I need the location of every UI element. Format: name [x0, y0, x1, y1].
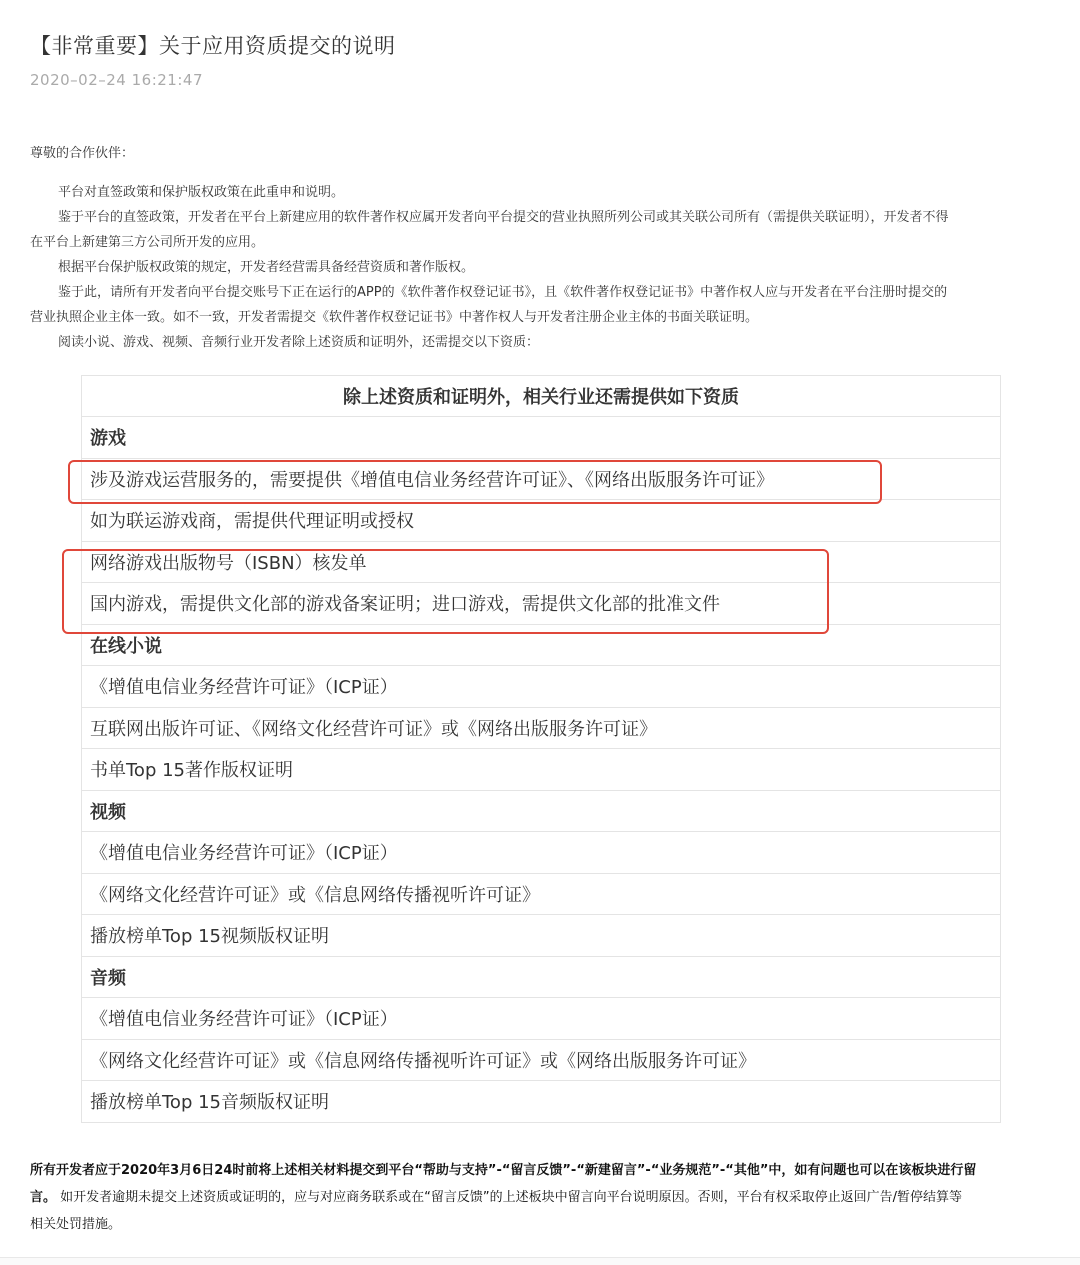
paragraph-text: 鉴于此，请所有开发者向平台提交账号下正在运行的APP的《软件著作权登记证书》，且《软件著作权登记证书》中著作权人应与开发者在平台注册时提交的 [58, 285, 948, 300]
paragraph-direct-sign [30, 205, 1050, 255]
notice-consequence-text-end: 相关处罚措施。 [30, 1217, 122, 1232]
table-row: 《增值电信业务经营许可证》（ICP证） [82, 832, 1001, 874]
table-row: 《网络文化经营许可证》或《信息网络传播视听许可证》 [82, 873, 1001, 915]
table-row: 《增值电信业务经营许可证》（ICP证） [82, 998, 1001, 1040]
paragraph-text: 平台对直签政策和保护版权政策在此重申和说明。 [58, 185, 345, 200]
greeting: 尊敬的合作伙伴： [30, 146, 135, 161]
notice-deadline-text-end: 言。 [30, 1190, 57, 1205]
table-row: 涉及游戏运营服务的，需要提供《增值电信业务经营许可证》、《网络出版服务许可证》 [82, 458, 1001, 500]
paragraph-reiterate [30, 180, 1050, 205]
publish-date: 2020–02–24 16:21:47 [30, 71, 203, 89]
table-row: 《网络文化经营许可证》或《信息网络传播视听许可证》或《网络出版服务许可证》 [82, 1039, 1001, 1081]
paragraph-text: 根据平台保护版权政策的规定，开发者经营需具备经营资质和著作版权。 [58, 260, 475, 275]
category-audio: 音频 [82, 956, 1001, 998]
paragraph-software-certificate [30, 280, 1050, 330]
paragraph-text: 营业执照企业主体一致。如不一致，开发者需提交《软件著作权登记证书》中著作权人与开发者注册企业主体的书面关联证明。 [30, 310, 759, 325]
notice-deadline-text: 所有开发者应于2020年3月6日24时前将上述相关材料提交到平台“帮助与支持”-“留言反馈”-“新建留言”-“业务规范”-“其他”中，如有问题也可以在该板块进行留 [30, 1163, 977, 1178]
paragraph-text: 鉴于平台的直签政策，开发者在平台上新建应用的软件著作权应属开发者向平台提交的营业执照所列公司或其关联公司所有（需提供关联证明），开发者不得 [58, 210, 949, 225]
category-novel: 在线小说 [82, 624, 1001, 666]
table-row: 播放榜单Top 15音频版权证明 [82, 1081, 1001, 1123]
category-video: 视频 [82, 790, 1001, 832]
table-row: 如为联运游戏商，需提供代理证明或授权 [82, 500, 1001, 542]
paragraph-copyright-policy [30, 255, 1050, 280]
highlight-box-operation-license [68, 460, 882, 504]
notice-consequence-text: 如开发者逾期未提交上述资质或证明的，应与对应商务联系或在“留言反馈”的上述板块中留言向平台说明原因。否则，平台有权采取停止返回广告/暂停结算等 [56, 1190, 962, 1205]
table-row: 国内游戏，需提供文化部的游戏备案证明；进口游戏，需提供文化部的批准文件 [82, 583, 1001, 625]
highlight-box-isbn-filing [62, 549, 829, 634]
paragraph-industry-intro [30, 330, 1050, 355]
submission-notice [30, 1157, 1055, 1238]
category-game: 游戏 [82, 417, 1001, 459]
table-row: 互联网出版许可证、《网络文化经营许可证》或《网络出版服务许可证》 [82, 707, 1001, 749]
table-row: 书单Top 15著作版权证明 [82, 749, 1001, 791]
table-row: 《增值电信业务经营许可证》（ICP证） [82, 666, 1001, 708]
table-row: 网络游戏出版物号（ISBN）核发单 [82, 541, 1001, 583]
paragraph-text: 在平台上新建第三方公司所开发的应用。 [30, 235, 265, 250]
table-row: 播放榜单Top 15视频版权证明 [82, 915, 1001, 957]
paragraph-text: 阅读小说、游戏、视频、音频行业开发者除上述资质和证明外，还需提交以下资质： [58, 335, 540, 350]
article-title: 【非常重要】关于应用资质提交的说明 [30, 34, 396, 58]
table-header: 除上述资质和证明外，相关行业还需提供如下资质 [82, 376, 1001, 417]
